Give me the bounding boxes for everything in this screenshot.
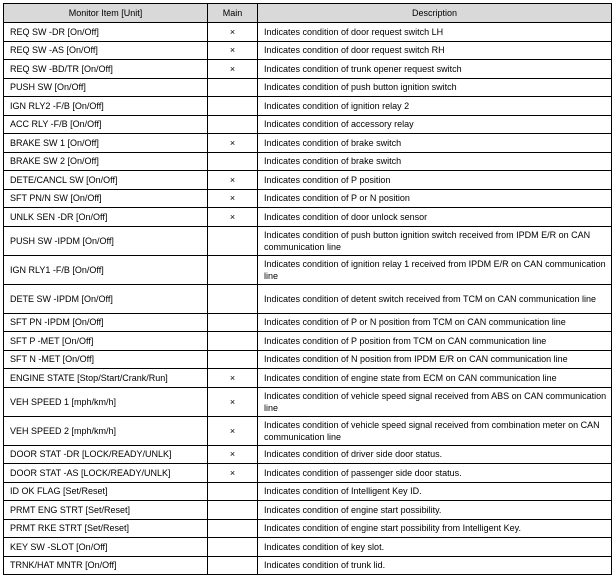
monitor-item-cell: IGN RLY1 -F/B [On/Off] (4, 255, 208, 284)
monitor-item-cell: REQ SW -DR [On/Off] (4, 23, 208, 42)
description-cell: Indicates condition of Intelligent Key ID. (258, 482, 612, 501)
header-row (4, 4, 612, 23)
monitor-item-cell: DOOR STAT -DR [LOCK/READY/UNLK] (4, 445, 208, 464)
main-mark-cell: × (208, 60, 258, 79)
table-row (4, 78, 612, 97)
monitor-item-cell: IGN RLY2 -F/B [On/Off] (4, 97, 208, 116)
description-cell: Indicates condition of push button ignition switch received from IPDM E/R on CAN communication line (258, 226, 612, 255)
main-mark-cell (208, 538, 258, 557)
description-cell: Indicates condition of push button ignition switch (258, 78, 612, 97)
description-cell: Indicates condition of driver side door status. (258, 445, 612, 464)
monitor-item-cell: BRAKE SW 1 [On/Off] (4, 134, 208, 153)
main-mark-cell (208, 226, 258, 255)
table-row (4, 284, 612, 313)
description-cell: Indicates condition of accessory relay (258, 115, 612, 134)
main-mark-cell (208, 519, 258, 538)
monitor-item-cell: VEH SPEED 1 [mph/km/h] (4, 387, 208, 416)
description-cell: Indicates condition of passenger side door status. (258, 464, 612, 483)
description-cell: Indicates condition of ignition relay 2 (258, 97, 612, 116)
table-row (4, 501, 612, 520)
description-cell: Indicates condition of key slot. (258, 538, 612, 557)
header-monitor-item: Monitor Item [Unit] (4, 4, 208, 23)
table-row (4, 313, 612, 332)
table-row (4, 519, 612, 538)
main-mark-cell (208, 350, 258, 369)
monitor-item-cell: SFT N -MET [On/Off] (4, 350, 208, 369)
main-mark-cell: × (208, 387, 258, 416)
description-cell: Indicates condition of engine state from ECM on CAN communication line (258, 369, 612, 388)
monitor-item-cell: DETE SW -IPDM [On/Off] (4, 284, 208, 313)
table-row (4, 189, 612, 208)
description-cell: Indicates condition of P position (258, 171, 612, 190)
main-mark-cell (208, 152, 258, 171)
monitor-item-cell: VEH SPEED 2 [mph/km/h] (4, 416, 208, 445)
main-mark-cell (208, 556, 258, 575)
main-mark-cell: × (208, 464, 258, 483)
main-mark-cell: × (208, 41, 258, 60)
monitor-item-cell: REQ SW -AS [On/Off] (4, 41, 208, 60)
table-row (4, 464, 612, 483)
main-mark-cell (208, 255, 258, 284)
table-row (4, 97, 612, 116)
main-mark-cell (208, 115, 258, 134)
monitor-item-cell: PRMT ENG STRT [Set/Reset] (4, 501, 208, 520)
table-row (4, 60, 612, 79)
table-row (4, 41, 612, 60)
main-mark-cell: × (208, 23, 258, 42)
table-row (4, 538, 612, 557)
main-mark-cell (208, 332, 258, 351)
main-mark-cell: × (208, 208, 258, 227)
monitor-items-table (3, 3, 612, 575)
description-cell: Indicates condition of door unlock sensor (258, 208, 612, 227)
description-cell: Indicates condition of brake switch (258, 152, 612, 171)
description-cell: Indicates condition of trunk lid. (258, 556, 612, 575)
description-cell: Indicates condition of brake switch (258, 134, 612, 153)
description-cell: Indicates condition of P position from TCM on CAN communication line (258, 332, 612, 351)
description-cell: Indicates condition of trunk opener request switch (258, 60, 612, 79)
main-mark-cell: × (208, 369, 258, 388)
main-mark-cell (208, 482, 258, 501)
table-row (4, 445, 612, 464)
monitor-item-cell: PUSH SW [On/Off] (4, 78, 208, 97)
table-row (4, 208, 612, 227)
monitor-item-cell: PRMT RKE STRT [Set/Reset] (4, 519, 208, 538)
main-mark-cell: × (208, 189, 258, 208)
description-cell: Indicates condition of detent switch received from TCM on CAN communication line (258, 284, 612, 313)
monitor-item-cell: ID OK FLAG [Set/Reset] (4, 482, 208, 501)
description-cell: Indicates condition of engine start possibility. (258, 501, 612, 520)
main-mark-cell: × (208, 134, 258, 153)
monitor-item-cell: DETE/CANCL SW [On/Off] (4, 171, 208, 190)
table-header (4, 4, 612, 23)
description-cell: Indicates condition of P or N position (258, 189, 612, 208)
main-mark-cell (208, 284, 258, 313)
table-row (4, 134, 612, 153)
monitor-item-cell: SFT PN/N SW [On/Off] (4, 189, 208, 208)
main-mark-cell (208, 313, 258, 332)
table-row (4, 556, 612, 575)
monitor-item-cell: TRNK/HAT MNTR [On/Off] (4, 556, 208, 575)
table-row (4, 332, 612, 351)
description-cell: Indicates condition of vehicle speed signal received from combination meter on CAN communication line (258, 416, 612, 445)
main-mark-cell: × (208, 171, 258, 190)
main-mark-cell (208, 97, 258, 116)
main-mark-cell (208, 78, 258, 97)
description-cell: Indicates condition of engine start possibility from Intelligent Key. (258, 519, 612, 538)
main-mark-cell: × (208, 445, 258, 464)
table-row (4, 226, 612, 255)
monitor-item-cell: UNLK SEN -DR [On/Off] (4, 208, 208, 227)
table-row (4, 171, 612, 190)
table-row (4, 416, 612, 445)
monitor-item-cell: DOOR STAT -AS [LOCK/READY/UNLK] (4, 464, 208, 483)
monitor-item-cell: ENGINE STATE [Stop/Start/Crank/Run] (4, 369, 208, 388)
main-mark-cell: × (208, 416, 258, 445)
table-row (4, 350, 612, 369)
header-description: Description (258, 4, 612, 23)
table-row (4, 115, 612, 134)
monitor-item-cell: PUSH SW -IPDM [On/Off] (4, 226, 208, 255)
main-mark-cell (208, 501, 258, 520)
description-cell: Indicates condition of ignition relay 1 received from IPDM E/R on CAN communication line (258, 255, 612, 284)
table-row (4, 152, 612, 171)
table-row (4, 369, 612, 388)
monitor-item-cell: REQ SW -BD/TR [On/Off] (4, 60, 208, 79)
monitor-item-cell: BRAKE SW 2 [On/Off] (4, 152, 208, 171)
table-body (4, 23, 612, 575)
description-cell: Indicates condition of N position from IPDM E/R on CAN communication line (258, 350, 612, 369)
description-cell: Indicates condition of door request switch RH (258, 41, 612, 60)
description-cell: Indicates condition of door request switch LH (258, 23, 612, 42)
table-row (4, 482, 612, 501)
header-main: Main (208, 4, 258, 23)
description-cell: Indicates condition of vehicle speed signal received from ABS on CAN communication line (258, 387, 612, 416)
monitor-item-cell: KEY SW -SLOT [On/Off] (4, 538, 208, 557)
table-row (4, 23, 612, 42)
table-row (4, 255, 612, 284)
monitor-item-cell: ACC RLY -F/B [On/Off] (4, 115, 208, 134)
table-row (4, 387, 612, 416)
monitor-item-cell: SFT PN -IPDM [On/Off] (4, 313, 208, 332)
description-cell: Indicates condition of P or N position from TCM on CAN communication line (258, 313, 612, 332)
monitor-item-cell: SFT P -MET [On/Off] (4, 332, 208, 351)
